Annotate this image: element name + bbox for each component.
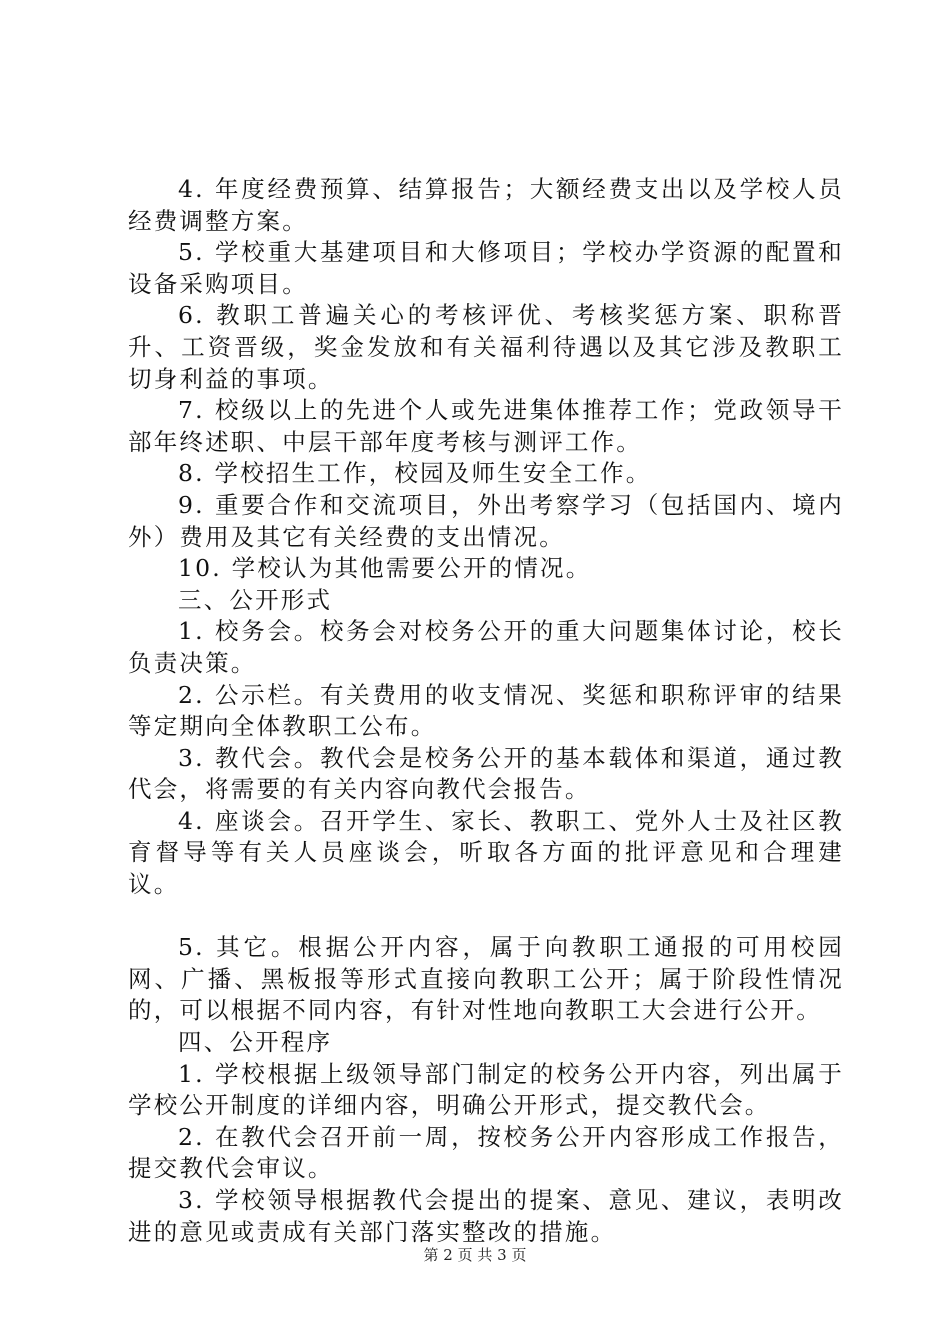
paragraph-other-forms: 5. 其它。根据公开内容，属于向教职工通报的可用校园网、广播、黑板报等形式直接向教职工公开；属于阶段性情况的，可以根据不同内容，有针对性地向教职工大会进行公开。 <box>128 933 844 1025</box>
paragraph-item-5: 5. 学校重大基建项目和大修项目；学校办学资源的配置和设备采购项目。 <box>128 238 844 298</box>
paragraph-spacer <box>0 901 950 933</box>
paragraph-item-7: 7. 校级以上的先进个人或先进集体推荐工作；党政领导干部年终述职、中层干部年度考核与测评工作。 <box>128 396 844 456</box>
paragraph-item-4: 4. 年度经费预算、结算报告；大额经费支出以及学校人员经费调整方案。 <box>128 175 844 235</box>
paragraph-procedure-2: 2. 在教代会召开前一周，按校务公开内容形成工作报告，提交教代会审议。 <box>128 1122 844 1183</box>
paragraph-bulletin-board: 2. 公示栏。有关费用的收支情况、奖惩和职称评审的结果等定期向全体教职工公布。 <box>128 680 844 741</box>
paragraph-symposium: 4. 座谈会。召开学生、家长、教职工、党外人士及社区教育督导等有关人员座谈会，听取各方面的批评意见和合理建议。 <box>128 806 844 899</box>
paragraph-item-8: 8. 学校招生工作，校园及师生安全工作。 <box>178 459 652 488</box>
paragraph-item-10: 10. 学校认为其他需要公开的情况。 <box>178 554 592 583</box>
section-heading-public-forms: 三、公开形式 <box>178 585 333 614</box>
section-heading-public-procedure: 四、公开程序 <box>178 1028 333 1057</box>
paragraph-item-9: 9. 重要合作和交流项目，外出考察学习（包括国内、境内外）费用及其它有关经费的支出情况。 <box>128 490 844 551</box>
paragraph-procedure-1: 1. 学校根据上级领导部门制定的校务公开内容，列出属于学校公开制度的详细内容，明确公开形式，提交教代会。 <box>128 1059 844 1120</box>
paragraph-item-6: 6. 教职工普遍关心的考核评优、考核奖惩方案、职称晋升、工资晋级，奖金发放和有关福利待遇以及其它涉及教职工切身利益的事项。 <box>128 301 844 393</box>
paragraph-staff-congress: 3. 教代会。教代会是校务公开的基本载体和渠道，通过教代会，将需要的有关内容向教代会报告。 <box>128 743 844 804</box>
page-number-footer: 第 2 页 共 3 页 <box>423 1246 527 1264</box>
paragraph-procedure-3: 3. 学校领导根据教代会提出的提案、意见、建议，表明改进的意见或责成有关部门落实整改的措施。 <box>128 1186 844 1246</box>
document-body <box>0 174 950 1248</box>
paragraph-school-affairs-meeting: 1. 校务会。校务会对校务公开的重大问题集体讨论，校长负责决策。 <box>128 617 844 677</box>
